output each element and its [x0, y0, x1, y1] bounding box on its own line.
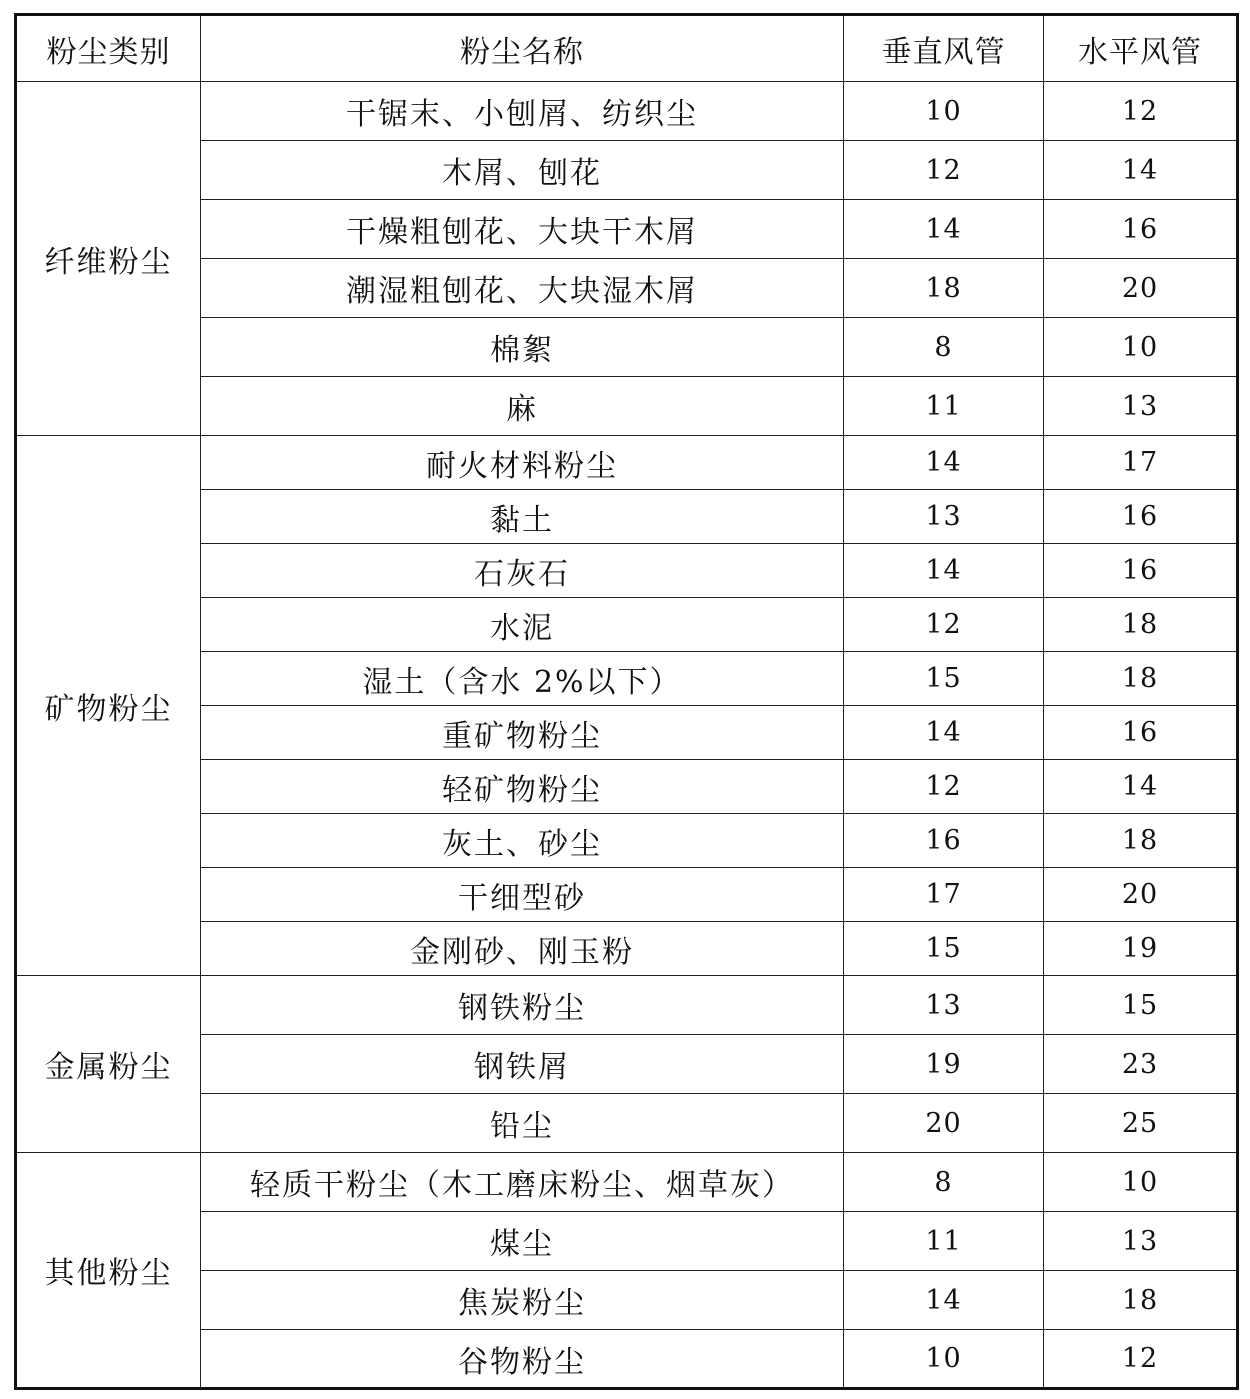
horizontal-velocity-cell: 10 [1044, 318, 1238, 377]
dust-name-cell: 轻质干粉尘（木工磨床粉尘、烟草灰） [201, 1153, 844, 1212]
header-category: 粉尘类别 [16, 15, 201, 82]
category-cell: 纤维粉尘 [16, 82, 201, 436]
vertical-velocity-cell: 15 [844, 922, 1044, 976]
vertical-velocity-cell: 12 [844, 141, 1044, 200]
vertical-velocity-cell: 14 [844, 200, 1044, 259]
horizontal-velocity-cell: 13 [1044, 1212, 1238, 1271]
horizontal-velocity-cell: 16 [1044, 544, 1238, 598]
vertical-velocity-cell: 20 [844, 1094, 1044, 1153]
vertical-velocity-cell: 12 [844, 598, 1044, 652]
vertical-velocity-cell: 10 [844, 82, 1044, 141]
vertical-velocity-cell: 13 [844, 976, 1044, 1035]
dust-name-cell: 潮湿粗刨花、大块湿木屑 [201, 259, 844, 318]
dust-name-cell: 干细型砂 [201, 868, 844, 922]
horizontal-velocity-cell: 14 [1044, 141, 1238, 200]
vertical-velocity-cell: 11 [844, 1212, 1044, 1271]
header-vertical: 垂直风管 [844, 15, 1044, 82]
table-body [16, 82, 1238, 1389]
dust-name-cell: 石灰石 [201, 544, 844, 598]
horizontal-velocity-cell: 23 [1044, 1035, 1238, 1094]
horizontal-velocity-cell: 10 [1044, 1153, 1238, 1212]
horizontal-velocity-cell: 16 [1044, 706, 1238, 760]
category-cell: 矿物粉尘 [16, 436, 201, 976]
vertical-velocity-cell: 15 [844, 652, 1044, 706]
vertical-velocity-cell: 19 [844, 1035, 1044, 1094]
vertical-velocity-cell: 14 [844, 544, 1044, 598]
horizontal-velocity-cell: 20 [1044, 259, 1238, 318]
vertical-velocity-cell: 11 [844, 377, 1044, 436]
vertical-velocity-cell: 16 [844, 814, 1044, 868]
header-row [16, 15, 1238, 82]
vertical-velocity-cell: 14 [844, 436, 1044, 490]
table-row [16, 976, 1238, 1035]
vertical-velocity-cell: 8 [844, 1153, 1044, 1212]
dust-name-cell: 麻 [201, 377, 844, 436]
horizontal-velocity-cell: 25 [1044, 1094, 1238, 1153]
horizontal-velocity-cell: 16 [1044, 200, 1238, 259]
horizontal-velocity-cell: 16 [1044, 490, 1238, 544]
horizontal-velocity-cell: 15 [1044, 976, 1238, 1035]
dust-name-cell: 木屑、刨花 [201, 141, 844, 200]
dust-velocity-table [14, 13, 1239, 1390]
horizontal-velocity-cell: 19 [1044, 922, 1238, 976]
dust-name-cell: 金刚砂、刚玉粉 [201, 922, 844, 976]
horizontal-velocity-cell: 18 [1044, 814, 1238, 868]
dust-name-cell: 钢铁屑 [201, 1035, 844, 1094]
dust-name-cell: 轻矿物粉尘 [201, 760, 844, 814]
header-horizontal: 水平风管 [1044, 15, 1238, 82]
horizontal-velocity-cell: 14 [1044, 760, 1238, 814]
category-cell: 其他粉尘 [16, 1153, 201, 1389]
vertical-velocity-cell: 18 [844, 259, 1044, 318]
horizontal-velocity-cell: 20 [1044, 868, 1238, 922]
dust-name-cell: 棉絮 [201, 318, 844, 377]
horizontal-velocity-cell: 18 [1044, 598, 1238, 652]
vertical-velocity-cell: 14 [844, 706, 1044, 760]
dust-name-cell: 钢铁粉尘 [201, 976, 844, 1035]
dust-name-cell: 水泥 [201, 598, 844, 652]
horizontal-velocity-cell: 18 [1044, 1271, 1238, 1330]
vertical-velocity-cell: 8 [844, 318, 1044, 377]
dust-name-cell: 干燥粗刨花、大块干木屑 [201, 200, 844, 259]
horizontal-velocity-cell: 18 [1044, 652, 1238, 706]
vertical-velocity-cell: 13 [844, 490, 1044, 544]
dust-name-cell: 铅尘 [201, 1094, 844, 1153]
horizontal-velocity-cell: 17 [1044, 436, 1238, 490]
dust-name-cell: 灰土、砂尘 [201, 814, 844, 868]
table-header [16, 15, 1238, 82]
horizontal-velocity-cell: 13 [1044, 377, 1238, 436]
horizontal-velocity-cell: 12 [1044, 82, 1238, 141]
vertical-velocity-cell: 10 [844, 1330, 1044, 1389]
vertical-velocity-cell: 14 [844, 1271, 1044, 1330]
dust-velocity-table-container [14, 13, 1236, 1387]
dust-name-cell: 煤尘 [201, 1212, 844, 1271]
table-row [16, 82, 1238, 141]
table-row [16, 1153, 1238, 1212]
category-cell: 金属粉尘 [16, 976, 201, 1153]
dust-name-cell: 重矿物粉尘 [201, 706, 844, 760]
header-name: 粉尘名称 [201, 15, 844, 82]
dust-name-cell: 黏土 [201, 490, 844, 544]
dust-name-cell: 焦炭粉尘 [201, 1271, 844, 1330]
dust-name-cell: 谷物粉尘 [201, 1330, 844, 1389]
dust-name-cell: 干锯末、小刨屑、纺织尘 [201, 82, 844, 141]
vertical-velocity-cell: 12 [844, 760, 1044, 814]
dust-name-cell: 湿土（含水 2%以下） [201, 652, 844, 706]
horizontal-velocity-cell: 12 [1044, 1330, 1238, 1389]
table-row [16, 436, 1238, 490]
dust-name-cell: 耐火材料粉尘 [201, 436, 844, 490]
vertical-velocity-cell: 17 [844, 868, 1044, 922]
